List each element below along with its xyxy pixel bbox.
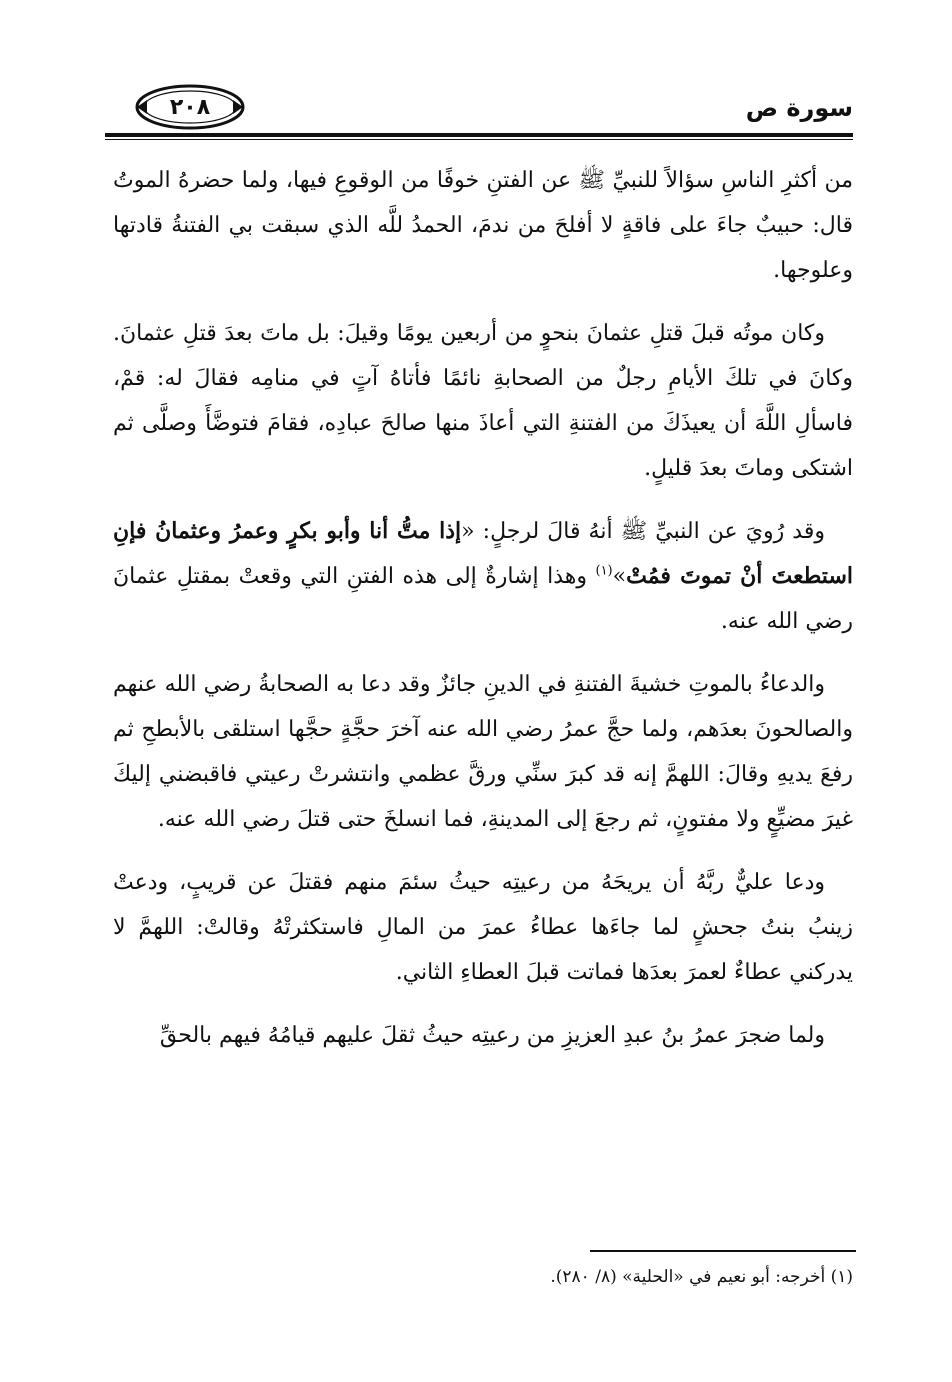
paragraph-2: وكان موتُه قبلَ قتلِ عثمانَ بنحوٍ من أربعين يومًا وقيلَ: بل ماتَ بعدَ قتلِ عثمانَ. وكانَ في تلكَ الأيامِ رجلٌ من الصحابةِ نائمًا فأتاهُ آتٍ في منامِه فقالَ له: قمْ، فاسألِ اللَّهَ أن يعيذَكَ من الفتنةِ التي أعاذَ منها صالحَ عبادِه، فقامَ فتوضَّأَ وصلَّى ثم اشتكى وماتَ بعدَ قليلٍ. — [113, 321, 853, 481]
hadith-quote-close: » — [612, 564, 627, 589]
paragraph-1: من أكثرِ الناسِ سؤالاً للنبيِّ ﷺ عن الفتنِ خوفًا من الوقوعِ فيها، ولما حضرهُ الموتُ قال: حبيبٌ جاءَ على فاقةٍ لا أفلحَ من ندمَ، الحمدُ للَّه الذي سبقت بي الفتنةُ قادتها وعلوجها. — [113, 168, 853, 283]
page-number: ٢٠٨ — [169, 94, 211, 120]
footnote-reference[interactable]: (١) — [595, 563, 613, 579]
paragraph-3 — [113, 509, 853, 644]
surah-title: سورة ص — [745, 94, 853, 122]
footnote-divider — [590, 1250, 856, 1252]
paragraph-3-intro: وقد رُويَ عن النبيِّ ﷺ أنهُ قالَ لرجلٍ: « — [461, 519, 825, 544]
paragraph-6: ولما ضجرَ عمرُ بنُ عبدِ العزيزِ من رعيتِه حيثُ ثقلَ عليهم قيامُهُ فيهم بالحقِّ — [159, 1023, 825, 1048]
header-divider-thick — [105, 133, 853, 137]
header-divider-thin — [105, 139, 853, 140]
paragraph-5: ودعا عليٌّ ربَّهُ أن يريحَهُ من رعيتِه حيثُ سئمَ منهم فقتلَ عن قريبٍ، ودعتْ زينبُ بنتُ جحشٍ لما جاءَها عطاءُ عمرَ من المالِ فاستكثرتْهُ وقالتْ: اللهمَّ لا يدركني عطاءٌ لعمرَ بعدَها فماتت قبلَ العطاءِ الثاني. — [113, 870, 853, 985]
paragraph-4: والدعاءُ بالموتِ خشيةَ الفتنةِ في الدينِ جائزٌ وقد دعا به الصحابةُ رضي الله عنهم والصالحونَ بعدَهم، ولما حجَّ عمرُ رضي الله عنه آخرَ حجَّةٍ حجَّها استلقى بالأبطحِ ثم رفعَ يديهِ وقالَ: اللهمَّ إنه قد كبرَ سنِّي ورقَّ عظمي وانتشرتْ رعيتي فاقبضني إليكَ غيرَ مضيِّعٍ ولا مفتونٍ، ثم رجعَ إلى المدينةِ، فما انسلخَ حتى قتلَ رضي الله عنه. — [113, 672, 853, 832]
paragraph-3-rest: وهذا إشارةٌ إلى هذه الفتنِ التي وقعتْ بمقتلِ عثمانَ رضي الله عنه. — [113, 564, 853, 634]
footnote: (١) أخرجه: أبو نعيم في «الحلية» (٨/ ٢٨٠). — [550, 1267, 853, 1287]
page-number-badge — [135, 84, 245, 130]
main-text — [113, 158, 853, 1076]
hadith-quote: إذا متُّ أنا وأبو بكرٍ وعمرُ وعثمانُ فإنِ استطعتَ أنْ تموتَ فمُتْ — [113, 518, 853, 589]
